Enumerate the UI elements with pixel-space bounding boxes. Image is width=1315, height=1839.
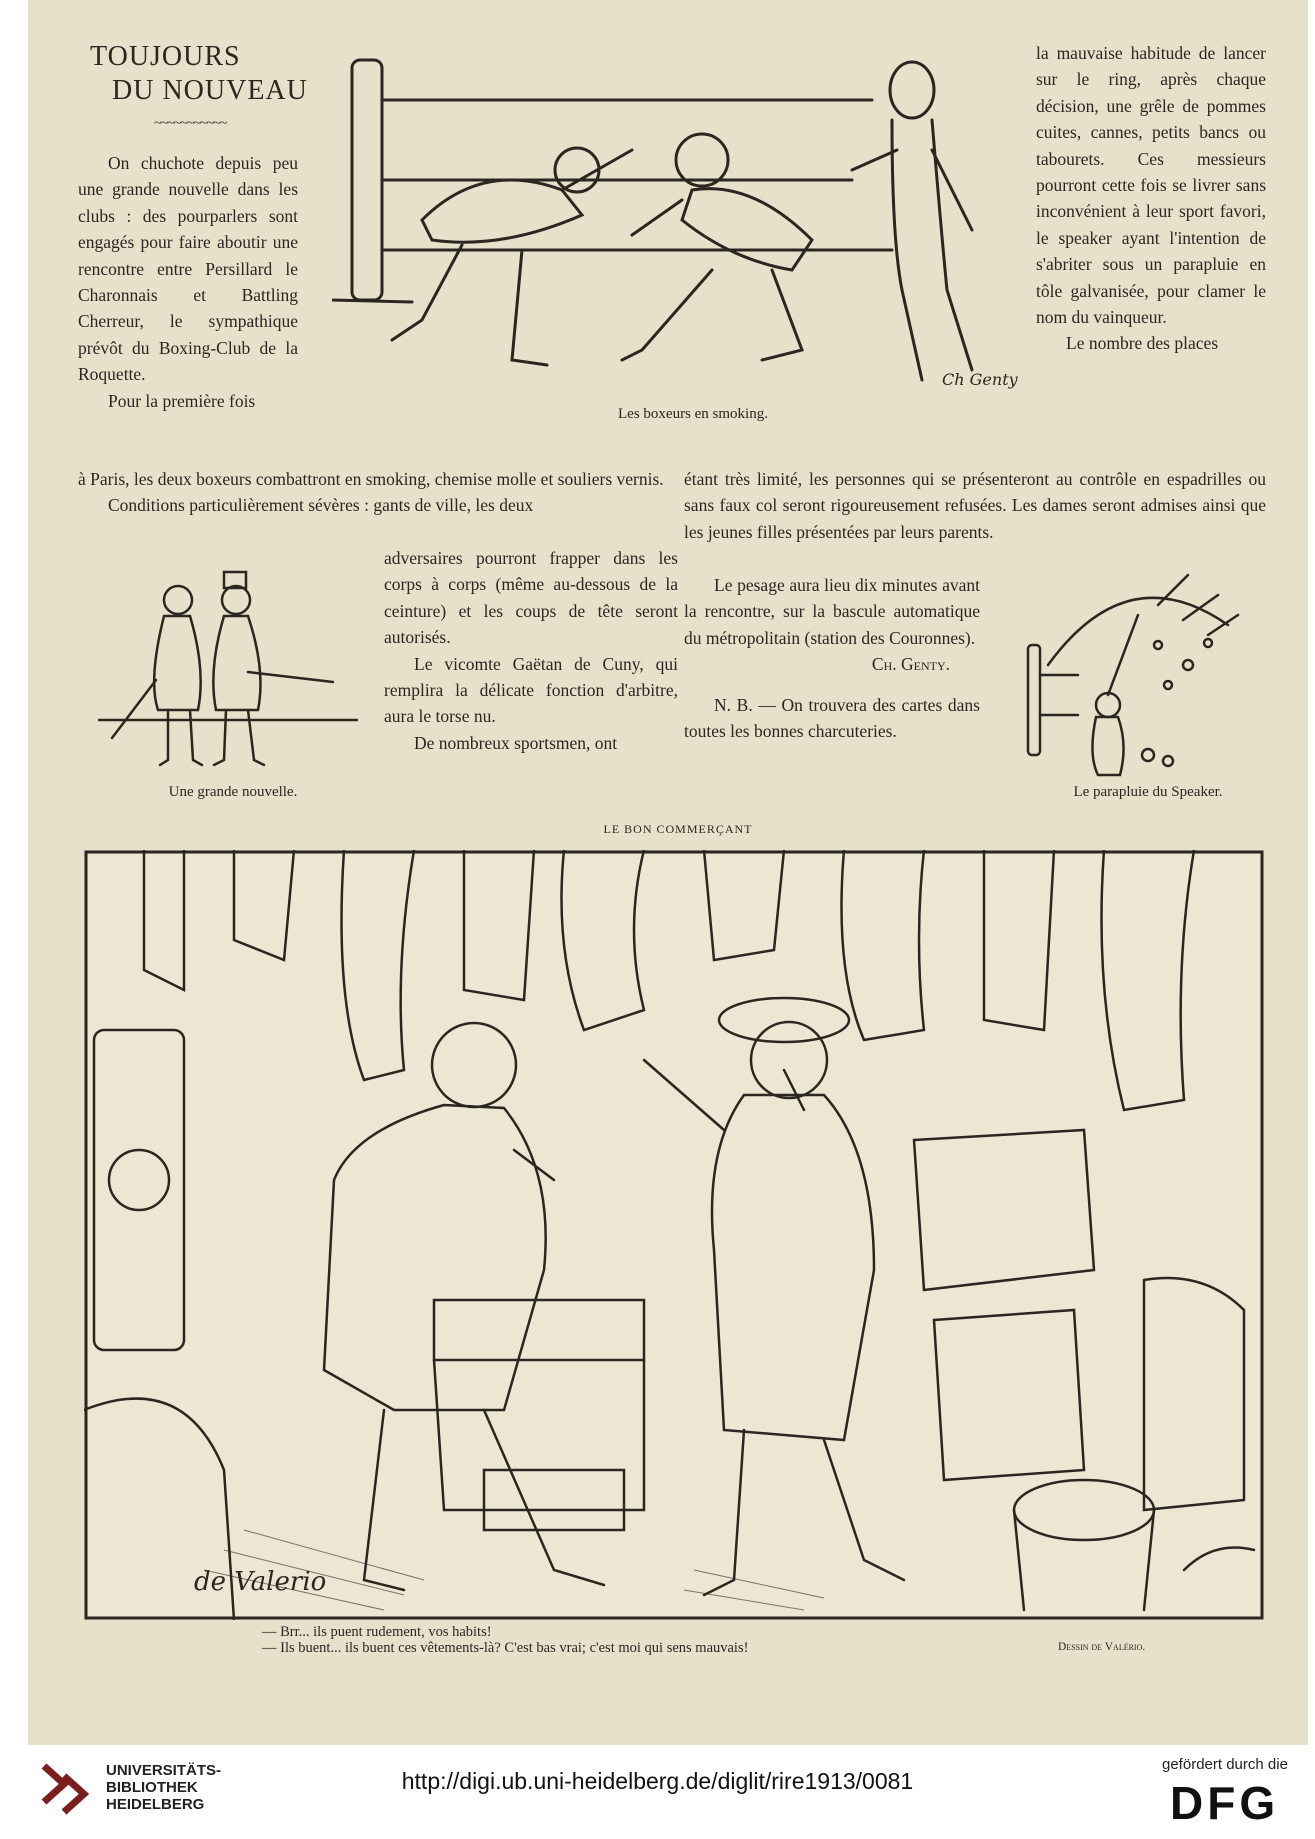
paragraph-sportsmen: De nombreux sportsmen, ont bbox=[414, 732, 618, 753]
paragraph-pesage: Le pesage aura lieu dix minutes avant la rencontre, sur la bascule automatique du métropolitain (station des Couronnes). bbox=[684, 575, 980, 648]
dfg-logo: DFG bbox=[1170, 1777, 1280, 1829]
title-line-2: DU NOUVEAU bbox=[112, 75, 308, 106]
middle-right-column bbox=[684, 572, 980, 744]
caption-parapluie: Le parapluie du Speaker. bbox=[1073, 784, 1223, 800]
boxers-drawing bbox=[332, 40, 1062, 410]
wide-paragraph-right bbox=[684, 466, 1266, 545]
library-line-3: HEIDELBERG bbox=[106, 1796, 205, 1813]
dialogue-line-2: — Ils buent... ils buent ces vêtements-là? C'est bas vrai; c'est moi qui sens mauvais! bbox=[262, 1640, 749, 1656]
paragraph-conditions: Conditions particulièrement sévères : gants de ville, les deux bbox=[108, 495, 534, 516]
article-title bbox=[90, 40, 308, 108]
left-column bbox=[78, 150, 298, 414]
paragraph-smoking: à Paris, les deux boxeurs combattront en smoking, chemise molle et souliers vernis. bbox=[78, 469, 664, 489]
library-line-1: UNIVERSITÄTS- bbox=[106, 1762, 222, 1779]
parapluie-drawing bbox=[1008, 565, 1258, 785]
boxers-artist-signature: Ch Genty bbox=[942, 370, 1018, 389]
cartoon-drawing bbox=[84, 850, 1264, 1620]
boxers-illustration bbox=[332, 40, 1062, 410]
paragraph-speaker: la mauvaise habitude de lancer sur le ring, après chaque décision, une grêle de pommes cuites, cannes, petits bancs ou tabourets. Ces messieurs pourront cette fois se livrer sans inconvénient à leur sport favori, le speaker ayant l'intention de s'abriter sous un parapluie en tôle galvanisée, pour clamer le nom du vainqueur. bbox=[1036, 43, 1266, 328]
sponsor-text: gefördert durch die bbox=[1162, 1756, 1288, 1773]
journal-page bbox=[28, 0, 1308, 1745]
library-line-2: BIBLIOTHEK bbox=[106, 1779, 198, 1796]
cartoon-illustration bbox=[84, 850, 1264, 1620]
paragraph-places-lead: Le nombre des places bbox=[1066, 333, 1219, 354]
paragraph-intro: On chuchote depuis peu une grande nouvelle dans les clubs : des pourparlers sont engagés pour faire aboutir une rencontre entre Persillard le Charonnais et Battling Cherreur, le sympathique prévôt du Boxing-Club de la Roquette. bbox=[78, 153, 298, 385]
cartoon-artist-signature: de Valerio bbox=[194, 1567, 327, 1597]
dialogue-line-1: — Brr... ils puent rudement, vos habits! bbox=[262, 1624, 492, 1640]
caption-nouvelle: Une grande nouvelle. bbox=[168, 784, 298, 800]
title-ornament: ~~~~~~~~~~~ bbox=[154, 116, 227, 131]
wide-paragraph-left bbox=[78, 466, 678, 519]
permalink[interactable]: http://digi.ub.uni-heidelberg.de/diglit/rire1913/0081 bbox=[401, 1768, 914, 1794]
paragraph-places: étant très limité, les personnes qui se présenteront au contrôle en espadrilles ou sans faux col seront rigoureusement refusées. Les dames seront admises ainsi que les jeunes filles présentées par leurs parents. bbox=[684, 469, 1266, 542]
cartoon-title: LE BON COMMERÇANT bbox=[603, 822, 753, 836]
cartoon-dialogue bbox=[262, 1624, 1062, 1656]
paragraph-nb: N. B. — On trouvera des cartes dans toutes les bonnes charcuteries. bbox=[684, 694, 980, 742]
right-column-top bbox=[1036, 40, 1266, 357]
nouvelle-drawing bbox=[98, 560, 358, 785]
paragraph-adversaires: adversaires pourront frapper dans les corps à corps (même au-dessous de la ceinture) et les coups de tête seront autorisés. bbox=[384, 548, 678, 648]
article-signature: Ch. Genty. bbox=[871, 654, 950, 675]
cartoon-credit: Dessin de Valério. bbox=[1058, 1641, 1146, 1653]
paragraph-vicomte: Le vicomte Gaëtan de Cuny, qui remplira la délicate fonction d'arbitre, aura le torse nu. bbox=[384, 653, 678, 727]
caption-boxers: Les boxeurs en smoking. bbox=[618, 406, 768, 422]
middle-left-column bbox=[384, 545, 678, 756]
nouvelle-illustration bbox=[98, 560, 358, 785]
title-line-1: TOUJOURS bbox=[90, 41, 241, 72]
parapluie-illustration bbox=[1008, 565, 1258, 785]
paragraph-lead: Pour la première fois bbox=[108, 390, 256, 411]
